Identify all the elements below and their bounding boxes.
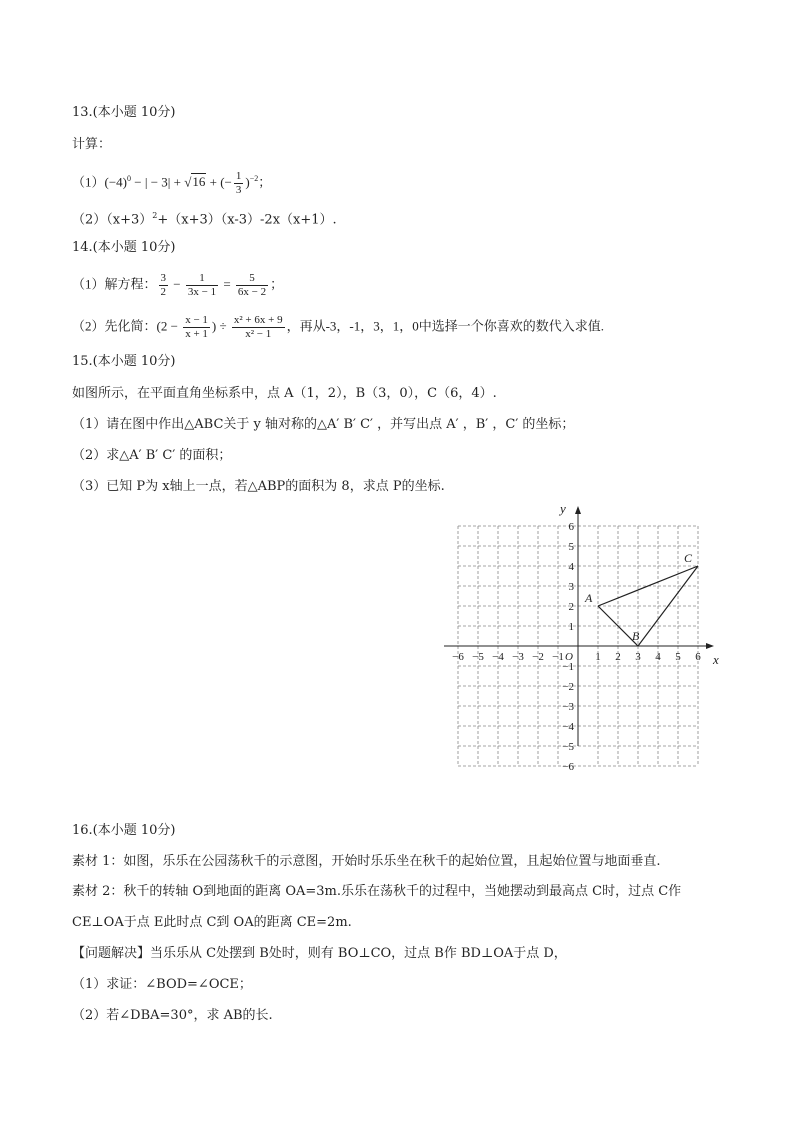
fraction-numerator: x² + 6x + 9 xyxy=(233,314,283,326)
q14-header: 14.(本小题 10分) xyxy=(72,240,176,255)
q13-p1-fraction xyxy=(234,170,244,197)
q15-part3: （3）已知 P为 x轴上一点，若△ABP的面积为 8，求点 P的坐标. xyxy=(72,479,445,494)
y-axis-label: y xyxy=(560,501,566,516)
x-tick-label: −2 xyxy=(532,651,544,663)
y-tick-label: −5 xyxy=(562,741,574,753)
q15-header: 15.(本小题 10分) xyxy=(72,354,176,369)
q14-p1-equals: = xyxy=(220,276,234,292)
x-tick-label: −5 xyxy=(472,651,484,663)
y-tick-label: −6 xyxy=(562,761,574,773)
fraction-numerator: 3 xyxy=(160,272,167,284)
graph-tick-labels xyxy=(452,521,701,773)
x-tick-label: −4 xyxy=(492,651,504,663)
y-tick-label: 1 xyxy=(568,621,574,633)
q16-material-2: 素材 2：秋千的转轴 O到地面的距离 OA=3m.乐乐在荡秋千的过程中，当她摆动到最高点 C时，过点 C作 xyxy=(72,884,682,899)
q14-part2-label: （2）先化简： xyxy=(72,318,157,334)
fraction-numerator: 5 xyxy=(236,272,268,286)
fraction-denominator: 3 xyxy=(235,184,242,196)
q13-part2 xyxy=(72,207,337,229)
q14-p1-fraction-1 xyxy=(159,272,169,299)
q14-p1-fraction-3 xyxy=(236,272,268,299)
y-tick-label: 4 xyxy=(568,561,574,573)
x-tick-label: 6 xyxy=(695,651,701,663)
x-tick-label: 2 xyxy=(615,651,621,663)
y-tick-label: 5 xyxy=(568,541,574,553)
y-tick-label: 6 xyxy=(568,521,574,533)
q13-p1-term-a: (−4) xyxy=(104,174,128,190)
q14-p2-divide: ) ÷ xyxy=(211,318,230,334)
fraction-denominator: 2 xyxy=(160,286,167,298)
q16-material-1: 素材 1：如图，乐乐在公园荡秋千的示意图，开始时乐乐坐在秋千的起始位置，且起始位置与地面垂直. xyxy=(72,854,661,869)
y-tick-label: −3 xyxy=(562,701,574,713)
y-axis-arrow-icon xyxy=(575,506,581,514)
point-label: C xyxy=(684,551,693,565)
triangle-abc xyxy=(584,551,698,646)
x-tick-label: −3 xyxy=(512,651,524,663)
q13-p1-exp-a: 0 xyxy=(127,174,132,184)
y-tick-label: −1 xyxy=(562,661,574,673)
x-tick-label: 3 xyxy=(635,651,641,663)
fraction-numerator: x − 1 xyxy=(185,314,208,326)
q15-intro: 如图所示，在平面直角坐标系中，点 A（1，2），B（3，0），C（6，4）. xyxy=(72,386,497,401)
q16-problem: 【问题解决】当乐乐从 C处摆到 B处时，则有 BO⊥CO，过点 B作 BD⊥OA于点 D， xyxy=(72,946,567,961)
q14-p2-end: ，再从-3，-1，3，1，0中选择一个你喜欢的数代入求值. xyxy=(286,318,605,334)
q13-p1-term-c: + (− xyxy=(206,174,232,190)
q14-p1-fraction-2 xyxy=(186,272,218,299)
fraction-numerator: 1 xyxy=(235,170,242,182)
origin-label: O xyxy=(565,651,573,663)
q13-part1-label: （1） xyxy=(72,174,105,190)
q16-part1: （1）求证：∠BOD=∠OCE； xyxy=(72,977,252,992)
q15-part1: （1）请在图中作出△ABC关于 y 轴对称的△A′ B′ C′ ，并写出点 A′ ，B′ ，C′ 的坐标； xyxy=(72,417,575,432)
x-axis-label: x xyxy=(713,652,719,667)
x-tick-label: −6 xyxy=(452,651,464,663)
q14-p2-fraction-2 xyxy=(232,314,285,341)
q13-p1-end: ； xyxy=(258,174,272,190)
x-tick-label: 1 xyxy=(595,651,601,663)
q13-p2-term-a: （x+3） xyxy=(106,212,153,228)
x-tick-label: 4 xyxy=(655,651,661,663)
point-label: A xyxy=(585,591,593,605)
q14-part1 xyxy=(72,272,283,299)
x-tick-label: 5 xyxy=(675,651,681,663)
q14-part2 xyxy=(72,314,604,341)
q14-p1-minus: − xyxy=(170,276,184,292)
q13-p1-term-b: − | − 3| + xyxy=(131,174,185,190)
q13-p2-exp: 2 xyxy=(152,211,158,220)
q16-material-3: CE⊥OA于点 E此时点 C到 OA的距离 CE=2m. xyxy=(72,915,352,930)
q13-p1-term-d: ) xyxy=(245,174,250,190)
q15-part2: （2）求△A′ B′ C′ 的面积； xyxy=(72,448,232,463)
coordinate-graph xyxy=(440,500,730,792)
q14-p2-fraction-1 xyxy=(183,314,210,341)
fraction-denominator: 6x − 2 xyxy=(237,286,267,298)
fraction-denominator: x + 1 xyxy=(185,328,208,340)
q13-p1-exp-d: −2 xyxy=(249,174,259,184)
y-tick-label: 2 xyxy=(568,601,574,613)
q13-part1: $(1)(-4)^0$ − | − 3| + √16 + (− $\frac{1}{3}$ )$^{-2}$； xyxy=(72,170,272,196)
x-tick-label: −1 xyxy=(552,651,564,663)
fraction-denominator: 3x − 1 xyxy=(187,286,217,298)
q16-header: 16.(本小题 10分) xyxy=(72,823,176,838)
q13-part2-label: （2） xyxy=(72,212,107,228)
q13-intro: 计算： xyxy=(72,137,112,152)
q13-p2-term-b: +（x+3）（x-3）-2x（x+1）. xyxy=(157,212,337,228)
q14-p1-end: ； xyxy=(270,276,284,292)
point-label: B xyxy=(632,629,640,643)
fraction-denominator: x² − 1 xyxy=(245,328,272,340)
q14-part1-label: （1）解方程： xyxy=(72,276,157,292)
y-tick-label: −4 xyxy=(562,721,574,733)
fraction-numerator: 1 xyxy=(186,272,218,286)
q13-header: 13.(本小题 10分) xyxy=(72,105,176,120)
q13-p1-sqrt: 16 xyxy=(192,174,206,190)
y-tick-label: 3 xyxy=(568,581,574,593)
q14-p2-open: (2 − xyxy=(156,318,182,334)
q16-part2: （2）若∠DBA=30°，求 AB的长. xyxy=(72,1008,273,1023)
x-axis-arrow-icon xyxy=(706,643,714,649)
y-tick-label: −2 xyxy=(562,681,574,693)
